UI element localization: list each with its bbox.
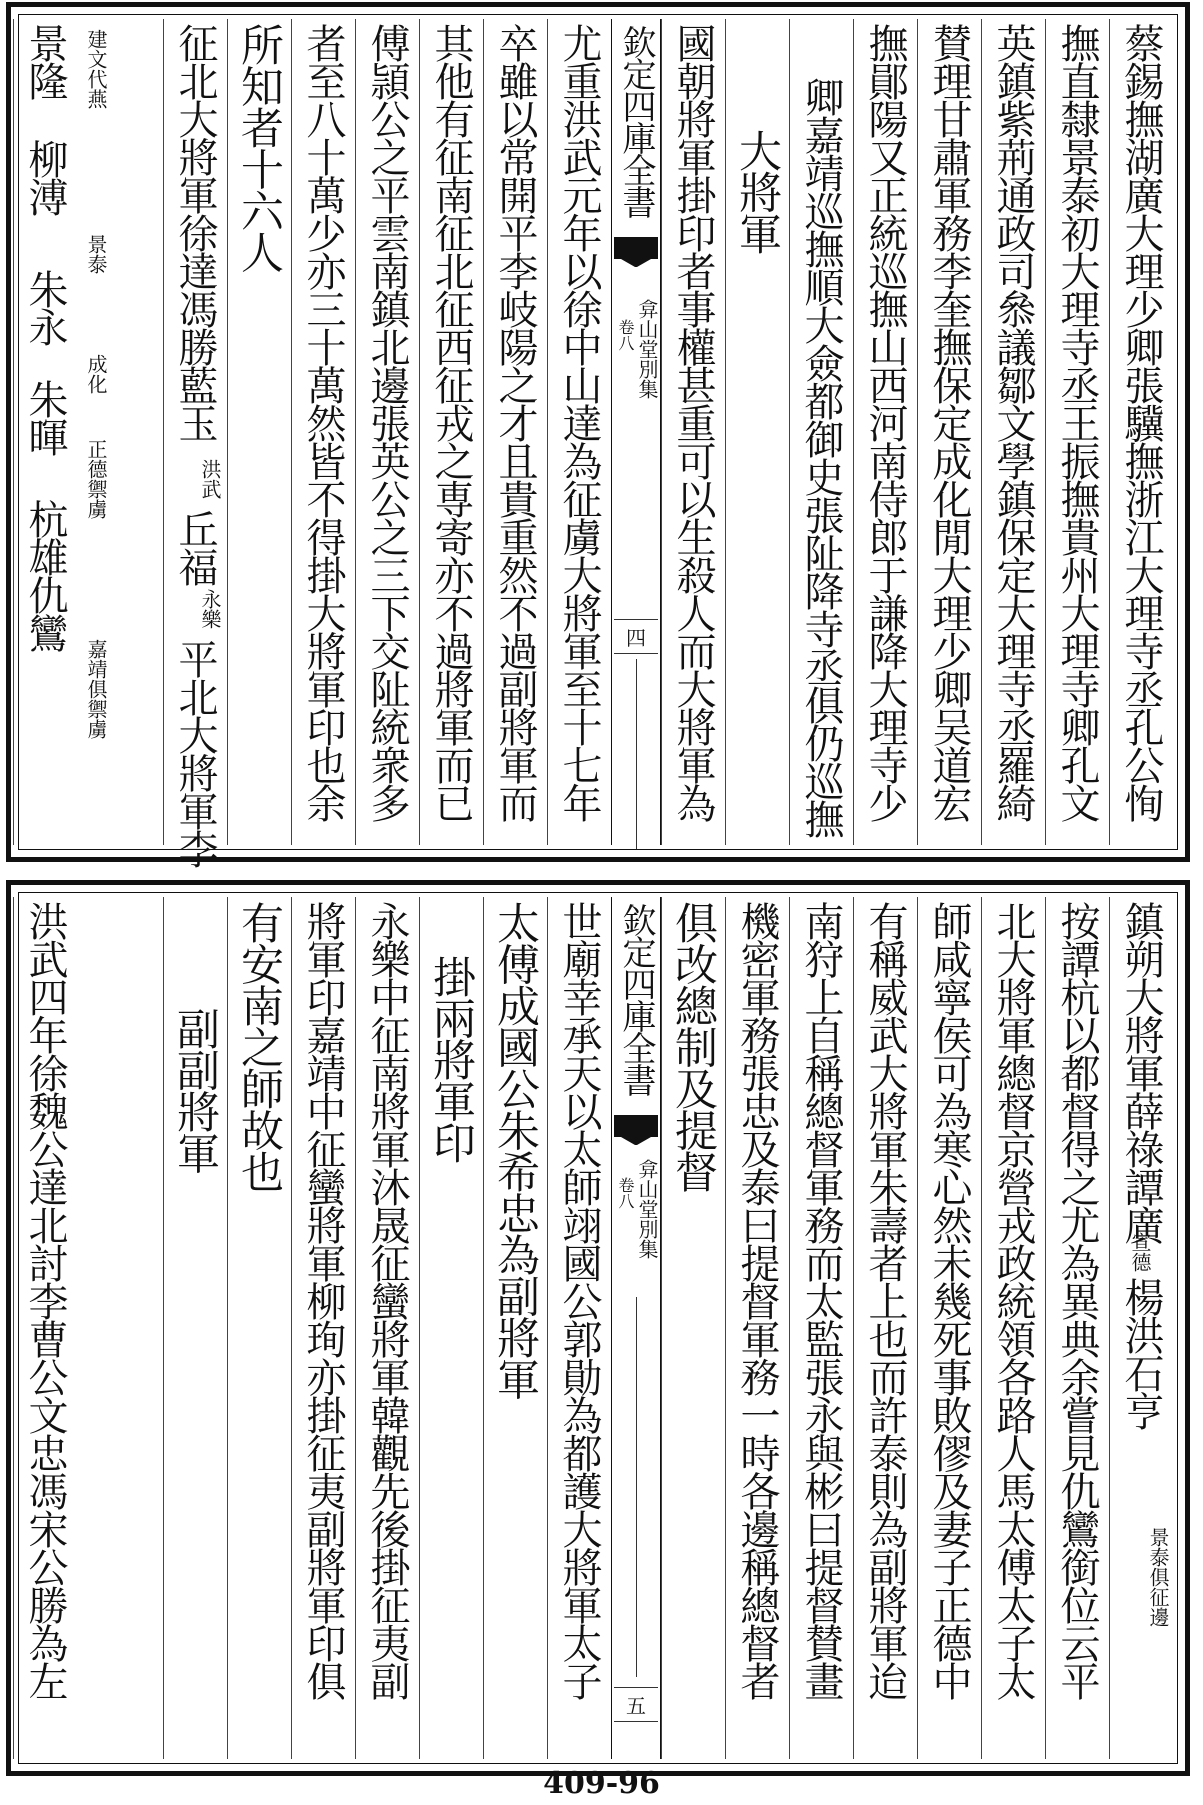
column-text: 北大將軍總督京營戎政統領各路人馬太傅太子太 — [990, 901, 1036, 1699]
column-text: 師咸寧侯可為寒心然未幾死事敗僇及妻子正德中 — [926, 901, 972, 1699]
text-column — [853, 19, 917, 845]
gutter-title: 欽定四庫全書 — [616, 25, 656, 217]
column-text: 卒雖以常開平李岐陽之才且貴重然不過副將軍而 — [492, 23, 538, 821]
text-column — [789, 19, 853, 845]
column-text: 按譚杭以都督得之尤為異典余嘗見仇鸞銜位云平 — [1054, 901, 1100, 1699]
fish-tail-mark — [614, 237, 658, 259]
text-column — [1045, 897, 1109, 1759]
column-text: 柳溥 — [22, 139, 68, 215]
text-column — [291, 19, 355, 845]
interlinear-note: 景泰 — [84, 234, 108, 274]
text-column — [1045, 19, 1109, 845]
column-text: 征北大將軍徐達馮勝藍玉 — [172, 23, 218, 441]
gutter-page-number: 四 — [614, 619, 658, 654]
top-page-frame — [6, 2, 1190, 867]
text-column — [163, 897, 227, 1759]
column-text: 朱永 — [22, 269, 68, 345]
text-column — [661, 897, 725, 1759]
column-text: 鎮朔大將軍薛祿譚廣 — [1118, 901, 1164, 1243]
column-text: 賛理甘肅軍務李奎撫保定成化閒大理少卿吴道宏 — [926, 23, 972, 821]
section-heading: 副副將軍 — [170, 1007, 220, 1173]
text-column — [547, 897, 611, 1759]
interlinear-note: 成化 — [84, 354, 108, 394]
gutter-title: 欽定四庫全書 — [616, 903, 656, 1095]
bottom-page-inner-border — [18, 892, 1178, 1764]
column-text: 世廟幸承天以太師翊國公郭勛為都護大將軍太子 — [556, 901, 602, 1699]
column-text: 杭雄仇鸞 — [22, 499, 68, 651]
interlinear-note: 洪武 — [198, 459, 222, 499]
text-column — [981, 897, 1045, 1759]
text-column — [917, 19, 981, 845]
gutter-page-number: 五 — [614, 1687, 658, 1722]
column-text: 永樂中征南將軍沐晟征蠻將軍韓觀先後掛征夷副 — [364, 901, 410, 1699]
text-column — [355, 897, 419, 1759]
text-column — [13, 897, 163, 1759]
column-text: 將軍印嘉靖中征蠻將軍柳珣亦掛征夷副將軍印俱 — [300, 901, 346, 1699]
fish-tail-mark — [614, 1115, 658, 1137]
column-text: 景隆 — [22, 23, 68, 99]
text-column — [725, 897, 789, 1759]
text-column — [1109, 19, 1173, 845]
column-text: 洪武四年徐魏公達北討李曹公文忠馮宋公勝為左 — [22, 901, 68, 1699]
column-text: 國朝將軍掛印者事權甚重可以生殺人而大將軍為 — [670, 23, 716, 821]
column-text: 楊洪石亨 — [1118, 1277, 1164, 1429]
column-text: 蔡錫撫湖廣大理少卿張驥撫浙江大理寺丞孔公恂 — [1118, 23, 1164, 821]
text-column — [291, 897, 355, 1759]
center-gutter — [611, 19, 661, 845]
column-text: 南狩上自稱總督軍務而太監張永與彬曰提督賛畫 — [798, 901, 844, 1699]
column-text: 太傅成國公朱希忠為副將軍 — [490, 901, 540, 1399]
interlinear-note: 永樂 — [198, 589, 222, 629]
gutter-volume: 卷八 — [616, 1177, 635, 1209]
column-text: 傅頴公之平雲南鎮北邊張英公之三下交阯統衆多 — [364, 23, 410, 821]
column-text: 尤重洪武元年以徐中山達為征虜大將軍至十七年 — [556, 23, 602, 821]
gutter-book-title: 弇山堂別集 — [635, 1159, 659, 1259]
column-text: 朱暉 — [22, 379, 68, 455]
center-gutter — [611, 897, 661, 1759]
text-column — [853, 897, 917, 1759]
top-page-inner-border — [18, 14, 1178, 867]
text-column — [789, 897, 853, 1759]
column-text: 者至八十萬少亦三十萬然皆不得掛大將軍印也余 — [300, 23, 346, 821]
column-text: 有稱威武大將軍朱壽者上也而許泰則為副將軍迨 — [862, 901, 908, 1699]
gutter-volume: 卷八 — [616, 319, 635, 351]
column-text: 其他有征南征北征西征戎之専寄亦不過將軍而已 — [428, 23, 474, 821]
bottom-page-frame — [6, 880, 1190, 1776]
column-text: 平北大將軍李 — [172, 639, 218, 867]
interlinear-note: 嘉靖俱禦虜 — [84, 639, 108, 739]
interlinear-note: 景泰俱征邊 — [1146, 1527, 1170, 1627]
column-text: 卿嘉靖巡撫順大僉都御史張阯降寺丞俱仍巡撫 — [798, 77, 844, 837]
gutter-book-title: 弇山堂別集 — [635, 299, 659, 399]
text-column — [725, 19, 789, 845]
column-text: 撫鄖陽又正統巡撫山西河南侍郎于謙降大理寺少 — [862, 23, 908, 821]
text-column — [547, 19, 611, 845]
column-text: 丘福 — [172, 509, 218, 585]
text-column — [227, 19, 291, 845]
column-text: 所知者十六人 — [234, 23, 284, 272]
interlinear-note: 建文代燕 — [84, 29, 108, 109]
interlinear-note: 宣德 — [1128, 1232, 1152, 1272]
interlinear-note: 正德禦虜 — [84, 439, 108, 519]
annotated-column — [1109, 897, 1173, 1759]
text-column — [419, 897, 483, 1759]
column-text: 機密軍務張忠及泰曰提督軍務一時各邊稱總督者 — [734, 901, 780, 1699]
section-heading: 大將軍 — [732, 129, 782, 254]
annotated-column — [163, 19, 227, 867]
text-column — [917, 897, 981, 1759]
text-column — [483, 897, 547, 1759]
text-column — [227, 897, 291, 1759]
column-text: 撫直隸景泰初大理寺丞王振撫貴州大理寺卿孔文 — [1054, 23, 1100, 821]
column-text: 英鎮紫荊通政司叅議鄒文學鎮保定大理寺丞羅綺 — [990, 23, 1036, 821]
gutter-rule — [636, 659, 637, 849]
text-column — [981, 19, 1045, 845]
text-column — [661, 19, 725, 845]
gutter-rule — [636, 1297, 637, 1677]
text-column — [355, 19, 419, 845]
section-heading: 掛兩將軍印 — [426, 955, 476, 1163]
text-column — [483, 19, 547, 845]
column-text: 俱改總制及提督 — [668, 901, 718, 1192]
annotated-column — [13, 19, 163, 845]
page-footer-number: 409-96 — [543, 1766, 660, 1801]
text-column — [419, 19, 483, 845]
column-text: 有安南之師故也 — [234, 901, 284, 1192]
